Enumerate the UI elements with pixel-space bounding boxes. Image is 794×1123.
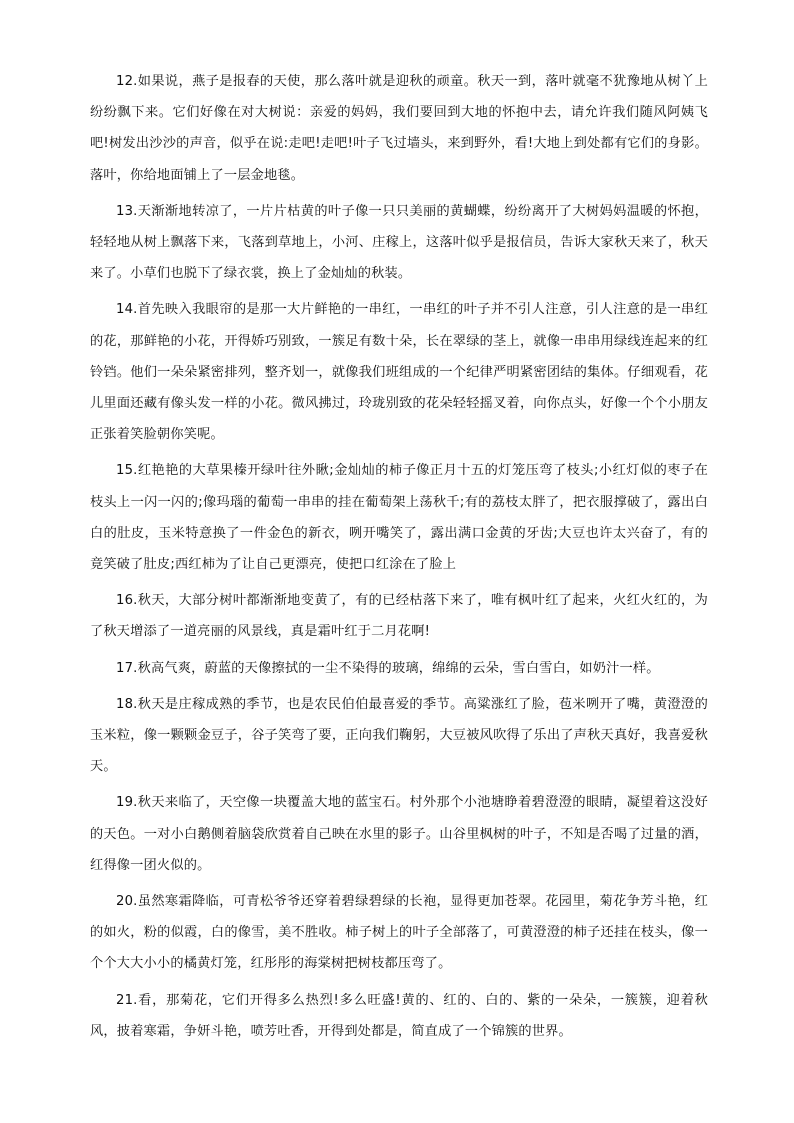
paragraph-text: 秋天是庄稼成熟的季节，也是农民伯伯最喜爱的季节。高粱涨红了脸，苞米咧开了嘴，黄澄澄的玉米粒，像一颗颗金豆子，谷子笑弯了要，正向我们鞠躬，大豆被风吹得了乐出了声秋天真好，我喜爱秋天。	[90, 696, 708, 775]
paragraph-number: 15.	[116, 463, 138, 479]
paragraph-number: 13.	[116, 203, 138, 219]
paragraph-text: 秋天来临了，天空像一块覆盖大地的蓝宝石。村外那个小池塘睁着碧澄澄的眼睛，凝望着这没好的天色。一对小白鹅侧着脑袋欣赏着自己映在水里的影子。山谷里枫树的叶子，不知是否喝了过量的酒，红得像一团火似的。	[90, 795, 708, 873]
paragraph-text: 首先映入我眼帘的是那一大片鲜艳的一串红，一串红的叶子并不引人注意，引人注意的是一串红的花，那鲜艳的小花，开得娇巧别致，一簇足有数十朵，长在翠绿的茎上，就像一串串用绿线连起来的红铃铛。他们一朵朵紧密排列，整齐划一，就像我们班组成的一个纪律严明紧密团结的集体。仔细观看，花儿里面还藏有像头发一样的小花。微风拂过，玲珑别致的花朵轻轻摇叉着，向你点头，好像一个个小朋友正张着笑脸朝你笑呢。	[90, 302, 708, 443]
paragraph-number: 14.	[116, 302, 138, 318]
paragraph-number: 18.	[116, 696, 138, 712]
paragraph-19	[90, 787, 708, 881]
paragraph-17	[90, 653, 708, 684]
paragraph-number: 19.	[116, 795, 138, 811]
paragraph-text: 红艳艳的大草果榛开绿叶往外瞅;金灿灿的柿子像正月十五的灯笼压弯了枝头;小红灯似的枣子在枝头上一闪一闪的;像玛瑙的葡萄一串串的挂在葡萄架上荡秋千;有的荔枝太胖了，把衣服撑破了，露出白白的肚皮，玉米特意换了一件金色的新衣，咧开嘴笑了，露出满口金黄的牙齿;大豆也许太兴奋了，有的竟笑破了肚皮;西红柿为了让自己更漂亮，使把口红涂在了脸上	[90, 463, 708, 573]
paragraph-text: 天渐渐地转凉了，一片片枯黄的叶子像一只只美丽的黄蝴蝶，纷纷离开了大树妈妈温暖的怀抱，轻轻地从树上飘落下来，飞落到草地上，小河、庄稼上，这落叶似乎是报信员，告诉大家秋天来了，秋天来了。小草们也脱下了绿衣裳，换上了金灿灿的秋装。	[90, 203, 708, 282]
paragraph-18	[90, 689, 708, 783]
paragraph-12	[90, 66, 708, 191]
paragraph-number: 12.	[116, 74, 138, 89]
paragraph-13	[90, 196, 708, 290]
paragraph-15	[90, 455, 708, 580]
paragraph-text: 秋天，大部分树叶都渐渐地变黄了，有的已经枯落下来了，唯有枫叶红了起来，火红火红的，为了秋天增添了一道亮丽的风景线，真是霜叶红于二月花啊!	[90, 593, 708, 640]
paragraph-text: 看，那菊花，它们开得多么热烈!多么旺盛!黄的、红的、白的、紫的一朵朵，一簇簇，迎着秋风，披着寒霜，争妍斗艳，喷芳吐香，开得到处都是，简直成了一个锦簇的世界。	[90, 992, 708, 1039]
paragraph-text: 秋高气爽，蔚蓝的天像擦拭的一尘不染得的玻璃，绵绵的云朵，雪白雪白，如奶汁一样。	[137, 660, 660, 676]
paragraph-number: 17.	[116, 660, 138, 676]
paragraph-number: 21.	[116, 992, 138, 1008]
paragraph-21	[90, 985, 708, 1047]
paragraph-text: 虽然寒霜降临，可青松爷爷还穿着碧绿碧绿的长袍，显得更加苍翠。花园里，菊花争芳斗艳，红的如火，粉的似霞，白的像雪，美不胜收。柿子树上的叶子全部落了，可黄澄澄的柿子还挂在枝头，像一个个大大小小的橘黄灯笼，红彤彤的海棠树把树枝都压弯了。	[90, 894, 708, 972]
document-body	[90, 66, 708, 1052]
paragraph-20	[90, 886, 708, 980]
paragraph-text: 如果说，燕子是报春的天使，那么落叶就是迎秋的顽童。秋天一到，落叶就毫不犹豫地从树丫上纷纷飘下来。它们好像在对大树说：亲爱的妈妈，我们要回到大地的怀抱中去，请允许我们随风阿姨飞吧!树发出沙沙的声音，似乎在说:走吧!走吧!叶子飞过墙头，来到野外，看!大地上到处都有它们的身影。落叶，你给地面铺上了一层金地毯。	[90, 74, 708, 183]
paragraph-16	[90, 585, 708, 647]
paragraph-number: 20.	[116, 894, 138, 910]
paragraph-number: 16.	[116, 593, 138, 609]
paragraph-14	[90, 294, 708, 450]
